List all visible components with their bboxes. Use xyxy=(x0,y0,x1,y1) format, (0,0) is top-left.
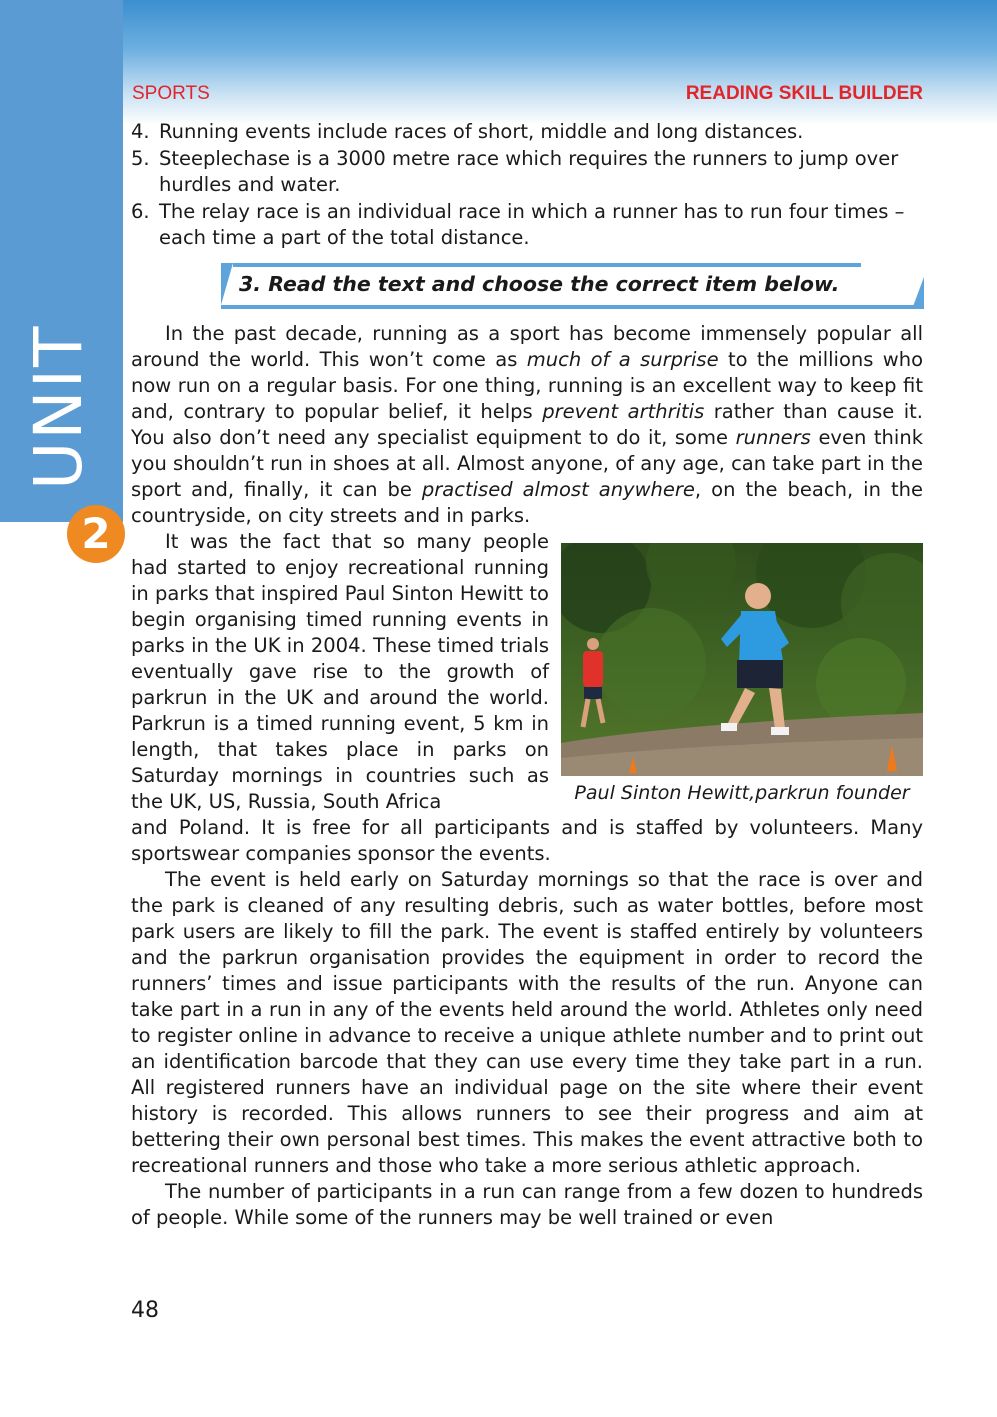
unit-number-badge: 2 xyxy=(67,505,125,563)
paragraph-1: In the past decade, running as a sport has become immensely popular all around the world. This won’t come as much of a surprise to the millions who now run on a regular basis. For one thing, running is an excellent way to keep fit and, contrary to popular belief, it helps prevent arthritis rather than cause it. You also don’t need any specialist equipment to do it, some runners even think you shouldn’t run in shoes at all. Almost anyone, of any age, can take part in the sport and, finally, it can be practised almost anywhere, on the beach, in the countryside, on city streets and in parks. xyxy=(131,322,924,527)
runner-photo xyxy=(561,543,923,776)
list-item: 5. Steeplechase is a 3000 metre race which requires the runners to jump over hurdles and water. xyxy=(131,146,899,196)
section-title: SPORTS xyxy=(132,83,210,104)
paragraph-2: It was the fact that so many people had started to enjoy recreational running in parks that inspired Paul Sinton Hewitt to begin organising timed running events in parks in the UK in 2004. These timed trials eventually gave rise to the growth of parkrun in the UK and around the world. Parkrun is a timed running event, 5 km in length, that takes place in parks on Saturday mornings in countries such as the UK, US, Russia, South Africa xyxy=(131,530,549,813)
unit-label: UNIT xyxy=(20,324,97,490)
list-item: 6. The relay race is an individual race in which a runner has to run four times – each time a part of the total distance. xyxy=(131,199,905,249)
banner-bottom-rule xyxy=(221,305,924,309)
paragraph-3: The event is held early on Saturday mornings so that the race is over and the park is cleaned of any resulting debris, such as water bottles, before most park users are likely to fill the park. The event is staffed entirely by volunteers and the parkrun organisation provides the equipment in order to record the runners’ times and issue participants with the results of the run. Anyone can take part in a run in any of the events held around the world. Athletes only need to register online in advance to receive a unique athlete number and to print out an identification barcode that they can use every time they take part in a run. All registered runners have an individual page on the site where their event history is recorded. This allows runners to see their progress and aim at bettering their own personal best times. This makes the event attractive both to recreational runners and those who take a more serious athletic approach. xyxy=(131,868,923,1177)
banner-left-wedge xyxy=(221,263,233,305)
header-band xyxy=(123,0,997,125)
skill-title: READING SKILL BUILDER xyxy=(685,83,923,104)
banner-top-rule xyxy=(233,263,861,267)
task-banner xyxy=(221,263,924,309)
paragraph-4: The number of participants in a run can range from a few dozen to hundreds of people. While some of the runners may be well trained or even xyxy=(131,1180,923,1229)
statement-list xyxy=(131,119,923,252)
task-title: 3. Read the text and choose the correct item below. xyxy=(239,272,840,296)
banner-right-wedge xyxy=(912,277,924,309)
paragraph-2-continued: and Poland. It is free for all participants and is staffed by volunteers. Many sportswear companies sponsor the events. xyxy=(131,816,923,865)
photo-caption: Paul Sinton Hewitt,parkrun founder xyxy=(574,782,910,804)
page-number: 48 xyxy=(131,1298,159,1323)
list-item: 4. Running events include races of short, middle and long distances. xyxy=(131,120,804,143)
